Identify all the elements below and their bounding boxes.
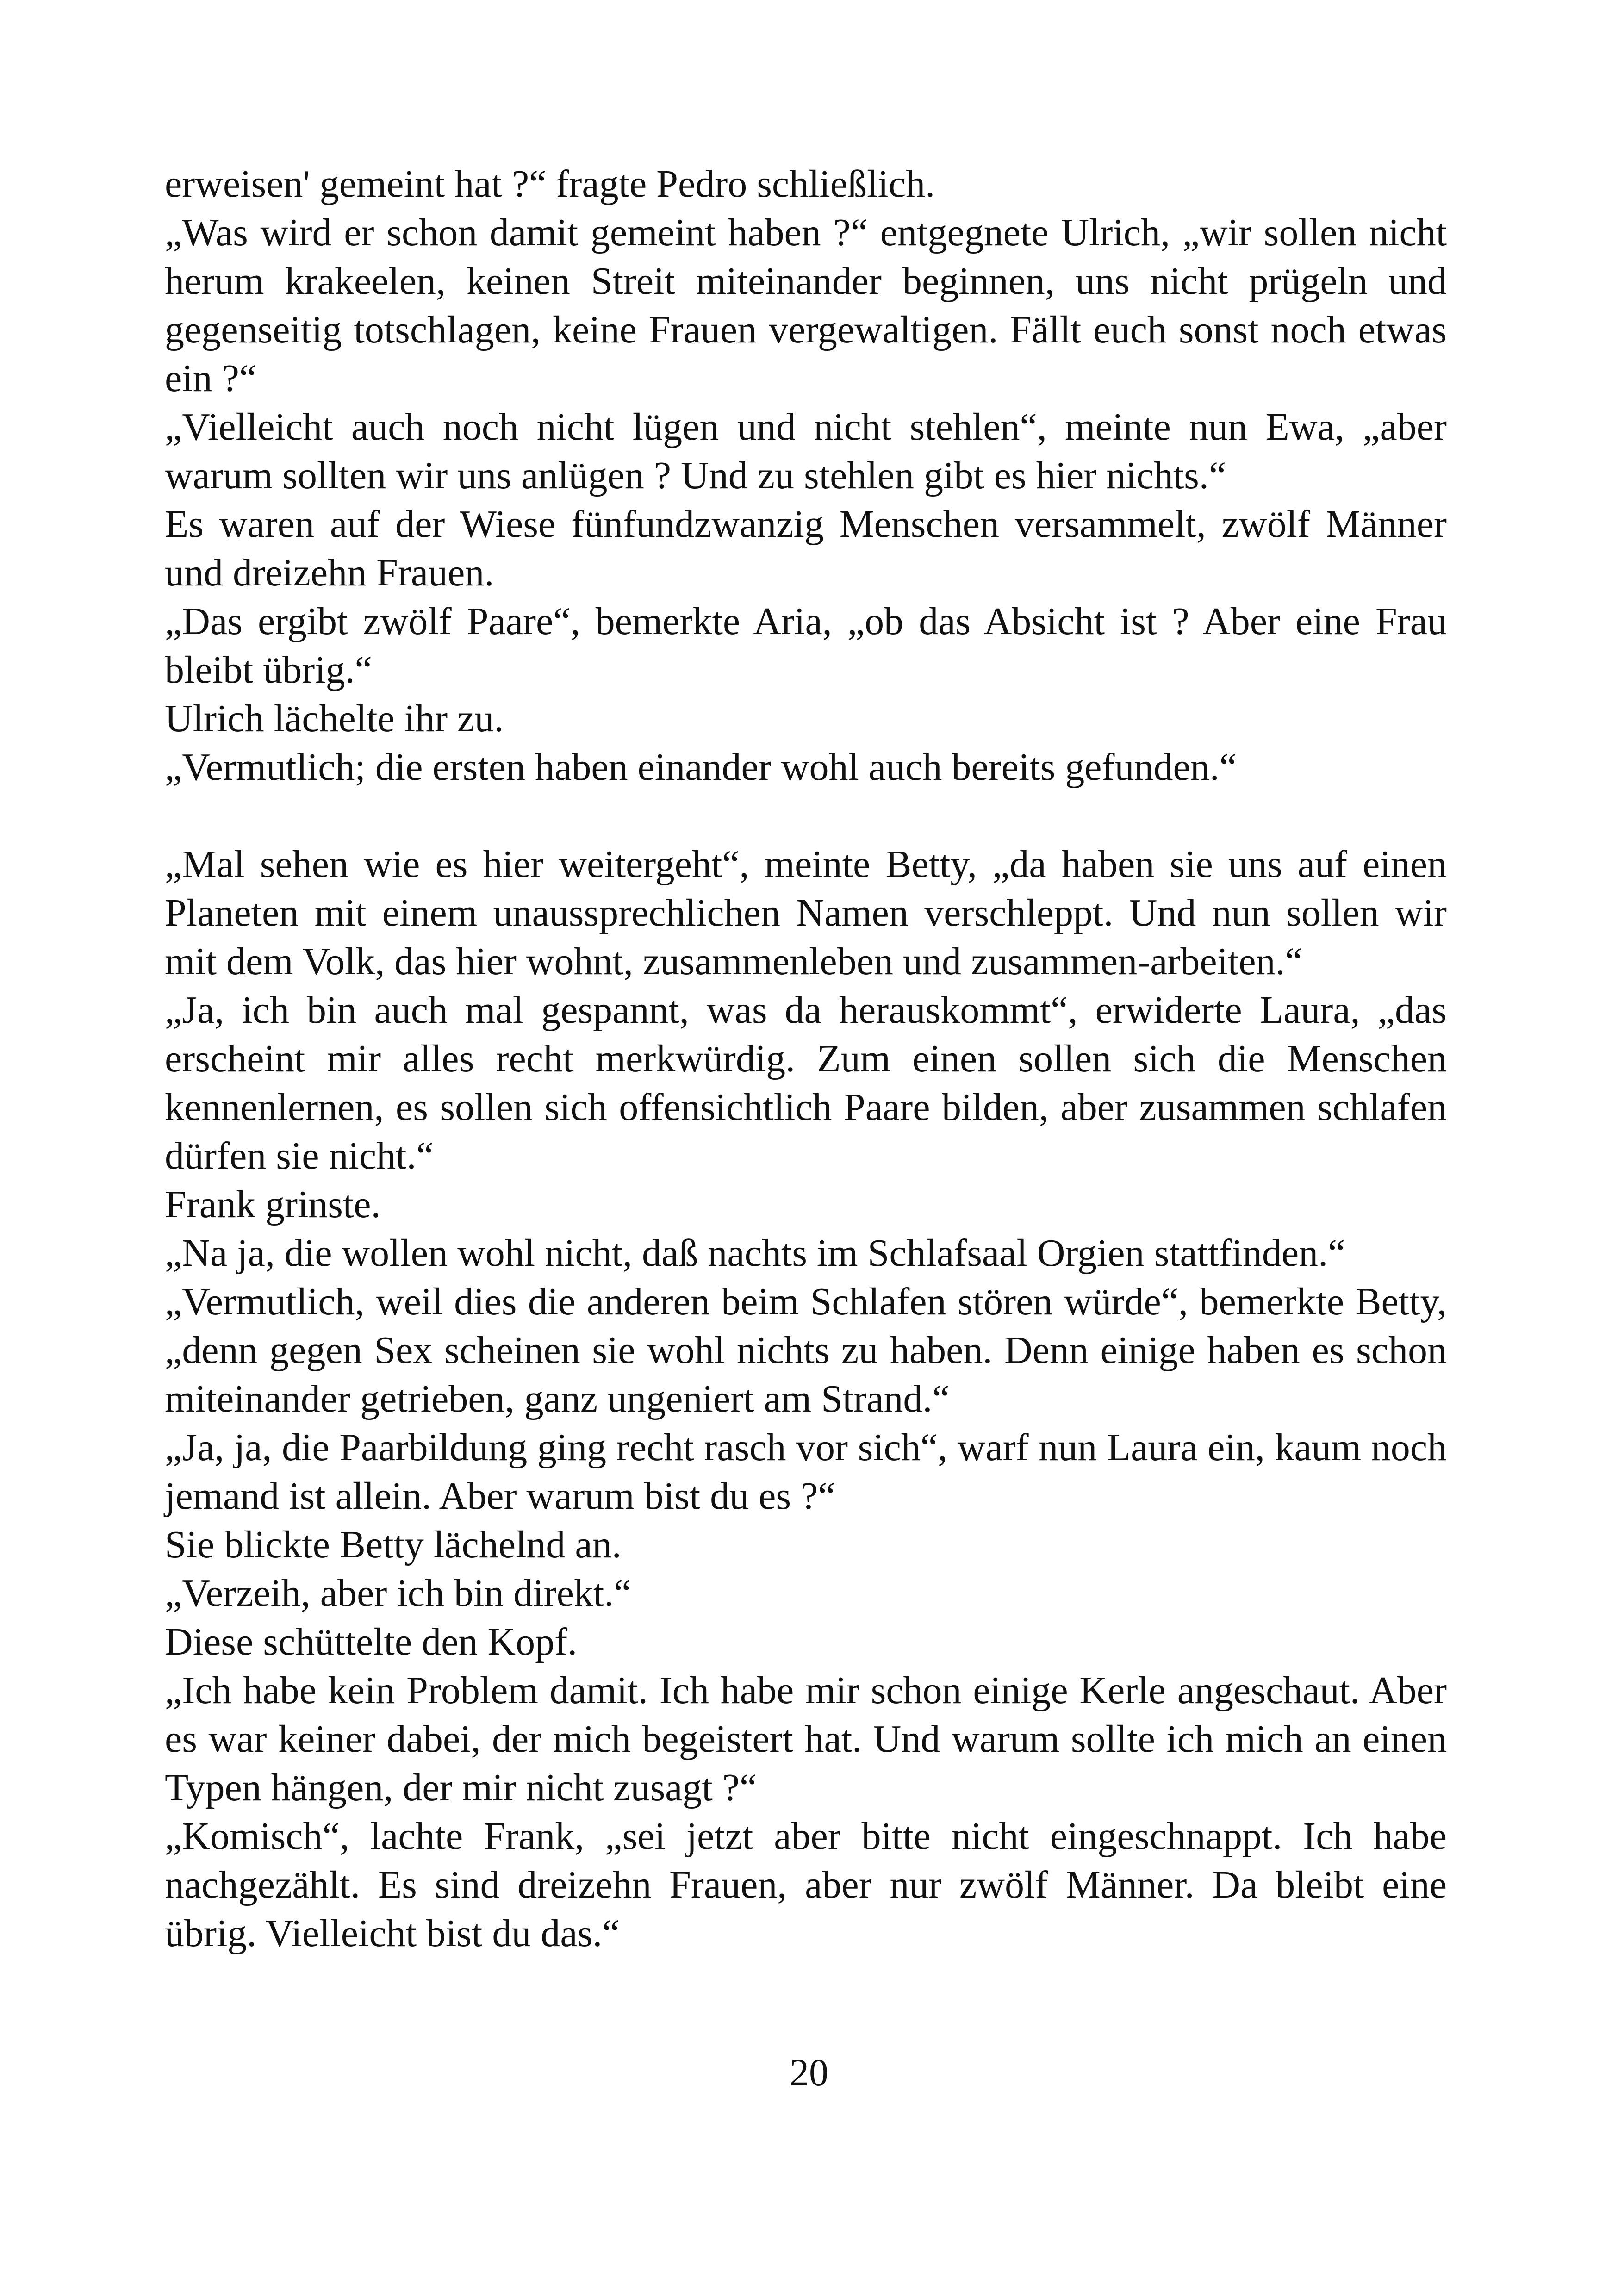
paragraph: Frank grinste. (165, 1183, 381, 1226)
book-page-body (165, 160, 1447, 1958)
paragraph: erweisen' gemeint hat ?“ fragte Pedro schließlich. (165, 162, 935, 205)
paragraph: „Ich habe kein Problem damit. Ich habe mir schon einige Kerle angeschaut. Aber es war keiner dabei, der mich begeistert hat. Und warum sollte ich mich an einen Typen hängen, der mir nicht zusagt ?“ (165, 1669, 1447, 1809)
section-break (165, 791, 1447, 840)
paragraph: „Ja, ich bin auch mal gespannt, was da herauskommt“, erwiderte Laura, „das erscheint mir alles recht merkwürdig. Zum einen sollen sich die Menschen kennenlernen, es sollen sich offensichtlich Paare bilden, aber zusammen schlafen dürfen sie nicht.“ (165, 989, 1447, 1177)
paragraph: „Mal sehen wie es hier weitergeht“, meinte Betty, „da haben sie uns auf einen Planeten mit einem unaussprechlichen Namen verschleppt. Und nun sollen wir mit dem Volk, das hier wohnt, zusammenleben und zusammen-arbeiten.“ (165, 843, 1447, 983)
paragraph: „Ja, ja, die Paarbildung ging recht rasch vor sich“, warf nun Laura ein, kaum noch jemand ist allein. Aber warum bist du es ?“ (165, 1426, 1447, 1518)
page-number: 20 (790, 2051, 828, 2094)
paragraph: Diese schüttelte den Kopf. (165, 1620, 578, 1663)
paragraph: „Na ja, die wollen wohl nicht, daß nachts im Schlafsaal Orgien stattfinden.“ (165, 1232, 1345, 1275)
paragraph: „Das ergibt zwölf Paare“, bemerkte Aria, „ob das Absicht ist ? Aber eine Frau bleibt übrig.“ (165, 600, 1447, 691)
paragraph: Sie blickte Betty lächelnd an. (165, 1523, 622, 1566)
paragraph: „Verzeih, aber ich bin direkt.“ (165, 1572, 631, 1615)
paragraph: „Vielleicht auch noch nicht lügen und nicht stehlen“, meinte nun Ewa, „aber warum sollten wir uns anlügen ? Und zu stehlen gibt es hier nichts.“ (165, 405, 1447, 497)
paragraph: „Vermutlich; die ersten haben einander wohl auch bereits gefunden.“ (165, 746, 1237, 789)
paragraph: Es waren auf der Wiese fünfundzwanzig Menschen versammelt, zwölf Männer und dreizehn Frauen. (165, 503, 1447, 594)
paragraph: „Komisch“, lachte Frank, „sei jetzt aber bitte nicht eingeschnappt. Ich habe nachgezählt. Es sind dreizehn Frauen, aber nur zwölf Männer. Da bleibt eine übrig. Vielleicht bist du das.“ (165, 1815, 1447, 1955)
paragraph: „Was wird er schon damit gemeint haben ?“ entgegnete Ulrich, „wir sollen nicht herum krakeelen, keinen Streit miteinander beginnen, uns nicht prügeln und gegenseitig totschlagen, keine Frauen vergewaltigen. Fällt euch sonst noch etwas ein ?“ (165, 211, 1447, 400)
paragraph: „Vermutlich, weil dies die anderen beim Schlafen stören würde“, bemerkte Betty, „denn gegen Sex scheinen sie wohl nichts zu haben. Denn einige haben es schon miteinander getrieben, ganz ungeniert am Strand.“ (165, 1280, 1447, 1420)
paragraph: Ulrich lächelte ihr zu. (165, 697, 504, 740)
